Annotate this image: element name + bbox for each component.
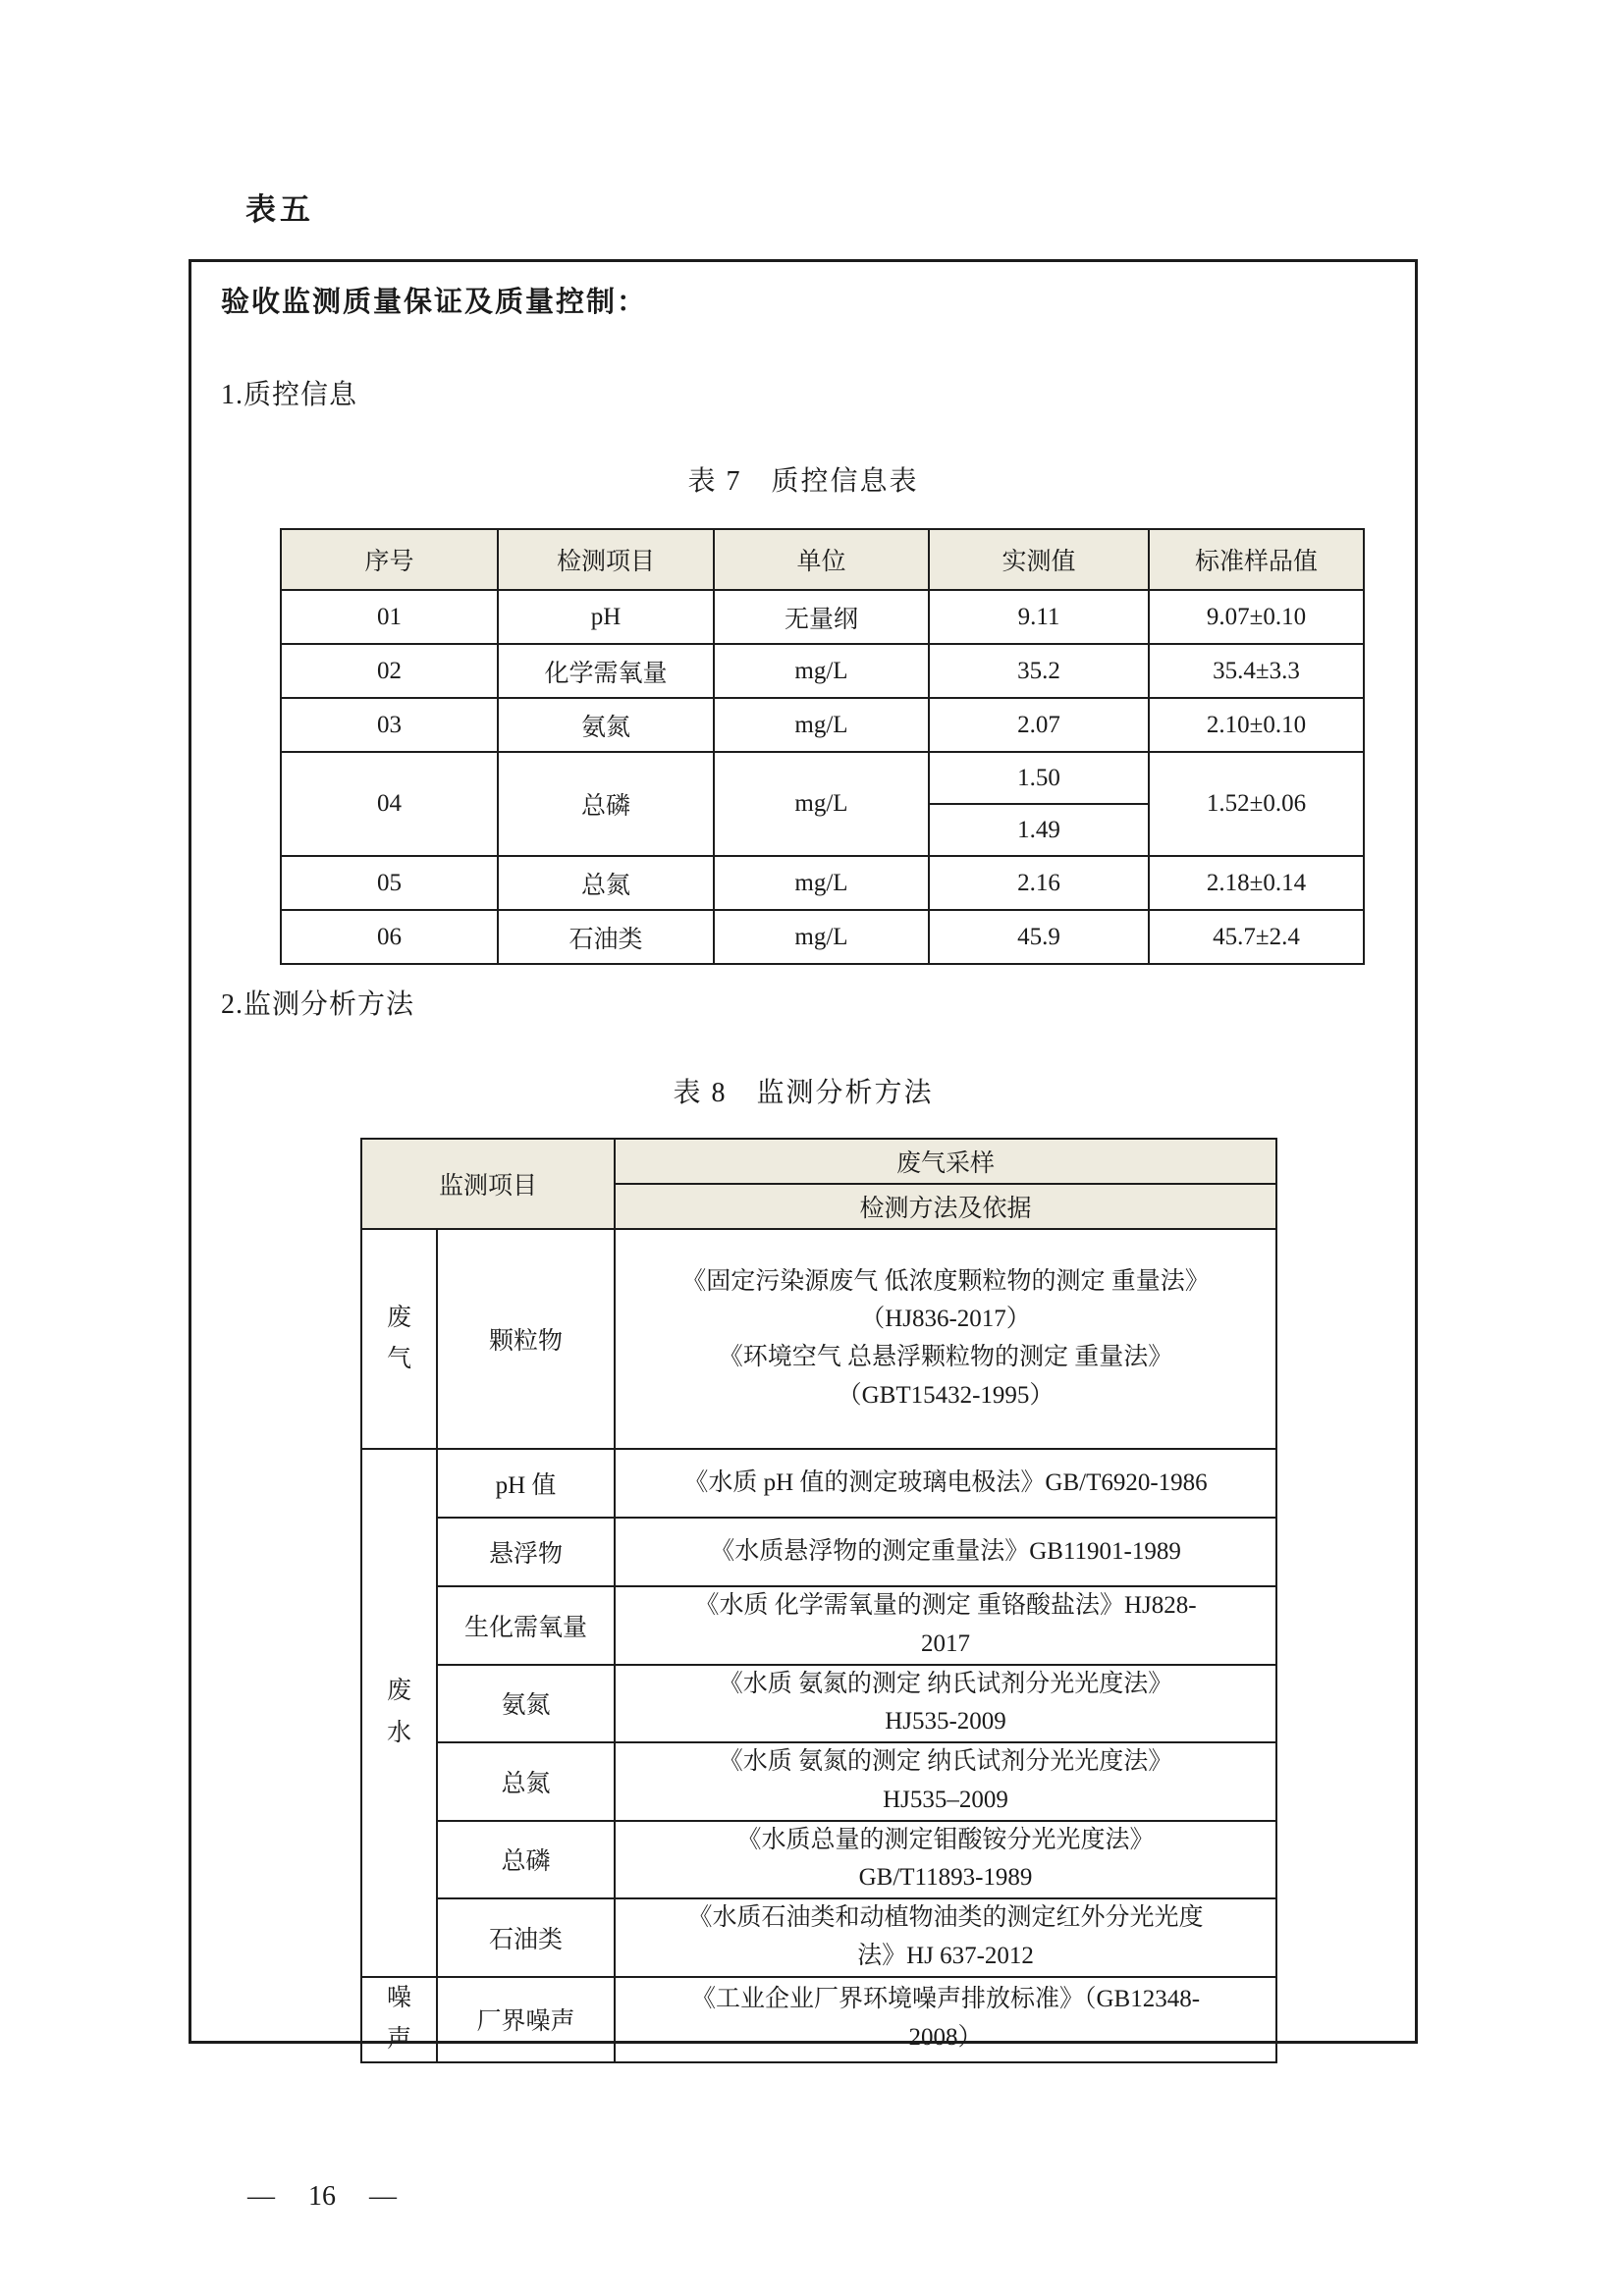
table-row — [361, 1665, 1276, 1743]
content-frame — [189, 259, 1418, 2053]
cell-item: 颗粒物 — [437, 1229, 615, 1449]
category-cell-waste-water: 废水 — [361, 1449, 437, 1977]
page-number-dash-left: — — [247, 2181, 275, 2212]
page-title: 表五 — [245, 192, 314, 227]
cell-measured-bottom: 1.49 — [930, 803, 1148, 855]
cell-item: 总磷 — [437, 1821, 615, 1899]
col-header-unit: 单位 — [714, 529, 929, 590]
table-row — [361, 1821, 1276, 1899]
table-row — [281, 698, 1364, 752]
cell-item: 石油类 — [437, 1898, 615, 1977]
cell-no: 05 — [281, 856, 498, 910]
table-row — [281, 856, 1364, 910]
cell-no: 04 — [281, 752, 498, 856]
category-cell-noise: 噪声 — [361, 1977, 437, 2062]
cell-unit: mg/L — [714, 698, 929, 752]
cell-unit: mg/L — [714, 910, 929, 964]
cell-method: 《固定污染源废气 低浓度颗粒物的测定 重量法》 （HJ836-2017） 《环境空气 总悬浮颗粒物的测定 重量法》 （GBT15432-1995） — [615, 1229, 1276, 1449]
cell-item: 厂界噪声 — [437, 1977, 615, 2062]
cell-method: 《水质石油类和动植物油类的测定红外分光光度 法》HJ 637-2012 — [615, 1898, 1276, 1977]
qc-info-table — [280, 528, 1365, 965]
cell-measured-top: 1.50 — [1017, 765, 1060, 791]
cell-no: 03 — [281, 698, 498, 752]
cell-measured-split — [929, 752, 1149, 856]
table-row — [281, 910, 1364, 964]
cell-item: 氨氮 — [498, 698, 714, 752]
cell-unit: mg/L — [714, 752, 929, 856]
table-row — [361, 1977, 1276, 2062]
cell-measured: 2.16 — [929, 856, 1149, 910]
cell-no: 02 — [281, 644, 498, 698]
page-number-dash-right: — — [369, 2181, 397, 2212]
col-header-standard: 标准样品值 — [1149, 529, 1364, 590]
col-header-monitor-item: 监测项目 — [361, 1139, 615, 1229]
cell-item: 石油类 — [498, 910, 714, 964]
cell-item: pH — [498, 590, 714, 644]
table-row — [361, 1742, 1276, 1821]
table7-caption: 表 7 质控信息表 — [687, 466, 919, 497]
cell-measured: 45.9 — [929, 910, 1149, 964]
cell-item: 生化需氧量 — [437, 1586, 615, 1665]
cell-method: 《水质 氨氮的测定 纳氏试剂分光光度法》 HJ535–2009 — [615, 1742, 1276, 1821]
cell-measured: 9.11 — [929, 590, 1149, 644]
table-row — [361, 1229, 1276, 1449]
cell-measured: 35.2 — [929, 644, 1149, 698]
cell-standard: 9.07±0.10 — [1149, 590, 1364, 644]
cell-unit: mg/L — [714, 856, 929, 910]
page-number-value: 16 — [308, 2181, 336, 2212]
table-row — [361, 1898, 1276, 1977]
table-header-row — [281, 529, 1364, 590]
cell-item: 化学需氧量 — [498, 644, 714, 698]
box-title: 验收监测质量保证及质量控制： — [221, 287, 648, 318]
cell-standard: 1.52±0.06 — [1149, 752, 1364, 856]
section-1-label: 1.质控信息 — [221, 380, 358, 410]
cell-item: 总氮 — [437, 1742, 615, 1821]
cell-method: 《水质 氨氮的测定 纳氏试剂分光光度法》 HJ535-2009 — [615, 1665, 1276, 1743]
cell-item: 总磷 — [498, 752, 714, 856]
col-header-method-basis: 检测方法及依据 — [615, 1184, 1276, 1229]
analysis-method-table — [360, 1138, 1277, 2063]
cell-method: 《工业企业厂界环境噪声排放标准》（GB12348- 2008） — [615, 1977, 1276, 2062]
table-row — [281, 644, 1364, 698]
cell-method: 《水质 pH 值的测定玻璃电极法》GB/T6920-1986 — [615, 1449, 1276, 1518]
cell-item: 总氮 — [498, 856, 714, 910]
col-header-gas-sampling: 废气采样 — [615, 1139, 1276, 1184]
cell-unit: 无量纲 — [714, 590, 929, 644]
cell-standard: 45.7±2.4 — [1149, 910, 1364, 964]
table-header-row — [361, 1139, 1276, 1184]
cell-item: 悬浮物 — [437, 1518, 615, 1586]
cell-unit: mg/L — [714, 644, 929, 698]
table8-caption: 表 8 监测分析方法 — [673, 1078, 934, 1108]
cell-item: 氨氮 — [437, 1665, 615, 1743]
cell-no: 01 — [281, 590, 498, 644]
table-row — [281, 590, 1364, 644]
col-header-no: 序号 — [281, 529, 498, 590]
col-header-measured: 实测值 — [929, 529, 1149, 590]
table-row — [361, 1518, 1276, 1586]
cell-method: 《水质总量的测定钼酸铵分光光度法》 GB/T11893-1989 — [615, 1821, 1276, 1899]
page-number — [247, 2181, 397, 2213]
cell-standard: 2.10±0.10 — [1149, 698, 1364, 752]
cell-no: 06 — [281, 910, 498, 964]
category-cell-waste-gas: 废气 — [361, 1229, 437, 1449]
table-row — [361, 1449, 1276, 1518]
cell-item: pH 值 — [437, 1449, 615, 1518]
table-row — [281, 752, 1364, 856]
cell-standard: 35.4±3.3 — [1149, 644, 1364, 698]
section-2-label: 2.监测分析方法 — [221, 989, 415, 1020]
table-row — [361, 1586, 1276, 1665]
col-header-item: 检测项目 — [498, 529, 714, 590]
cell-standard: 2.18±0.14 — [1149, 856, 1364, 910]
cell-measured: 2.07 — [929, 698, 1149, 752]
cell-method: 《水质悬浮物的测定重量法》GB11901-1989 — [615, 1518, 1276, 1586]
cell-method: 《水质 化学需氧量的测定 重铬酸盐法》HJ828- 2017 — [615, 1586, 1276, 1665]
